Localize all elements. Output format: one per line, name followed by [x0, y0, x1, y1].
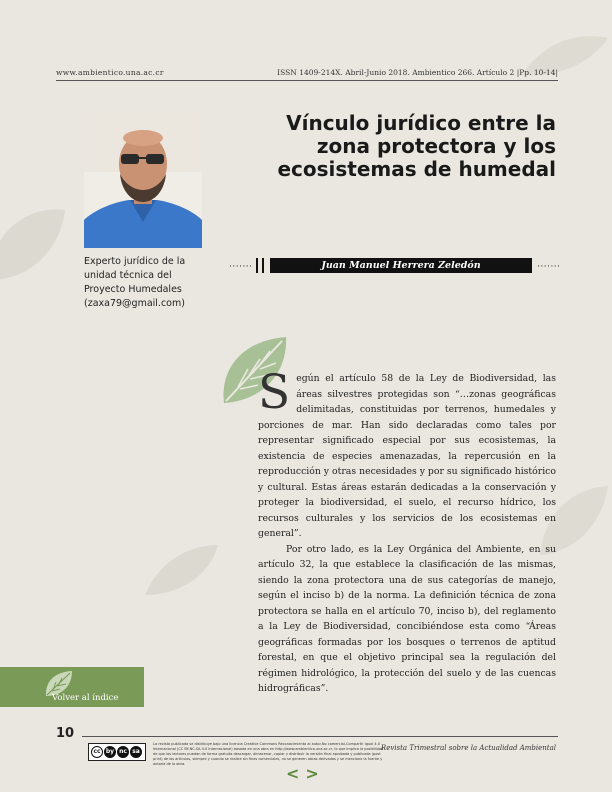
author-dots-left: ·······: [229, 262, 253, 272]
author-name: Juan Manuel Herrera Zeledón: [270, 258, 532, 273]
footer-divider: [82, 736, 558, 737]
cc-license-badge[interactable]: [88, 743, 146, 761]
paragraph-1: [258, 365, 556, 542]
author-photo: [84, 112, 202, 248]
article-body: [258, 365, 556, 697]
page-number: 10: [56, 726, 75, 741]
cc-by-icon: by: [104, 746, 116, 758]
page-navigation: [286, 766, 319, 782]
paragraph-2: Por otro lado, es la Ley Orgánica del Ambiente, en su artículo 32, la que establece la clasificación de las mismas, siendo la zona protectora una de sus categorías de manejo, según el inciso b) de la norma. La definición técnica de zona protectora se halla en el artículo 70, inciso b), del reglamento a la Ley de Biodiversidad, concibiéndose esta como “Áreas geográficas formadas por los bosques o terrenos de aptitud forestal, en que el objetivo principal sea la regulación del régimen hidrológico, la protección del suelo y de las cuencas hidrográficas”.: [258, 543, 556, 694]
author-bar-marks: [256, 258, 264, 273]
author-portrait-icon: [84, 112, 202, 248]
article-title: Vínculo jurídico entre la zona protectora y los ecosistemas de humedal: [277, 111, 556, 181]
background-leaf-icon: [140, 540, 220, 600]
cc-icon: cc: [91, 746, 103, 758]
cc-sa-icon: sa: [130, 746, 142, 758]
author-bio: Experto jurídico de la unidad técnica del Proyecto Humedales (zaxa79@gmail.com): [84, 256, 186, 309]
license-text: La revista publicada se distribuye bajo una licencia Creative Commons Reconocimiento al autor-No comercial-Compartir igual 4.0 Internacional (CC BY-NC-SA 4.0 Internacional) basada en una obra en http://www.ambientico.una.ac.cr, lo que implica la posibilidad de que los lectores puedan de forma gratuita descargar, almacenar, copiar y distribuir la versión final aprobada y publicada (post print) de los artículos, siempre y cuando se realice sin fines comerciales, no se generen obras derivadas y se mencione la fuente y autoría de la obra.: [153, 742, 384, 766]
back-to-index-label: Volver al índice: [52, 693, 119, 703]
issn-line: ISSN 1409-214X. Abril-Junio 2018. Ambientico 266. Artículo 2 |Pp. 10-14|: [277, 68, 558, 77]
paragraph-1-text: egún el artículo 58 de la Ley de Biodiversidad, las áreas silvestres protegidas son “…zonas geográficas delimitadas, constituidas por terrenos, humedales y porciones de mar. Han sido declaradas como tales por representar significado especial por sus ecosistemas, la existencia de especies amenazadas, la repercusión en la reproducción y otras necesidades y por su significado histórico y cultural. Estas áreas estarán dedicadas a la conservación y proteger la biodiversidad, el suelo, el recurso hídrico, los recursos culturales y los servicios de los ecosistemas en general”.: [258, 373, 556, 539]
next-arrow-icon[interactable]: >: [305, 764, 319, 783]
author-dots-right: ·······: [537, 262, 561, 272]
cc-nc-icon: nc: [117, 746, 129, 758]
journal-url: www.ambientico.una.ac.cr: [56, 68, 164, 77]
drop-cap: S: [258, 365, 291, 420]
prev-arrow-icon[interactable]: <: [286, 764, 300, 783]
back-to-index-button[interactable]: [0, 667, 144, 707]
journal-name: Revista Trimestral sobre la Actualidad Ambiental: [380, 744, 556, 752]
header-divider: [56, 80, 558, 81]
background-leaf-icon: [0, 200, 70, 290]
